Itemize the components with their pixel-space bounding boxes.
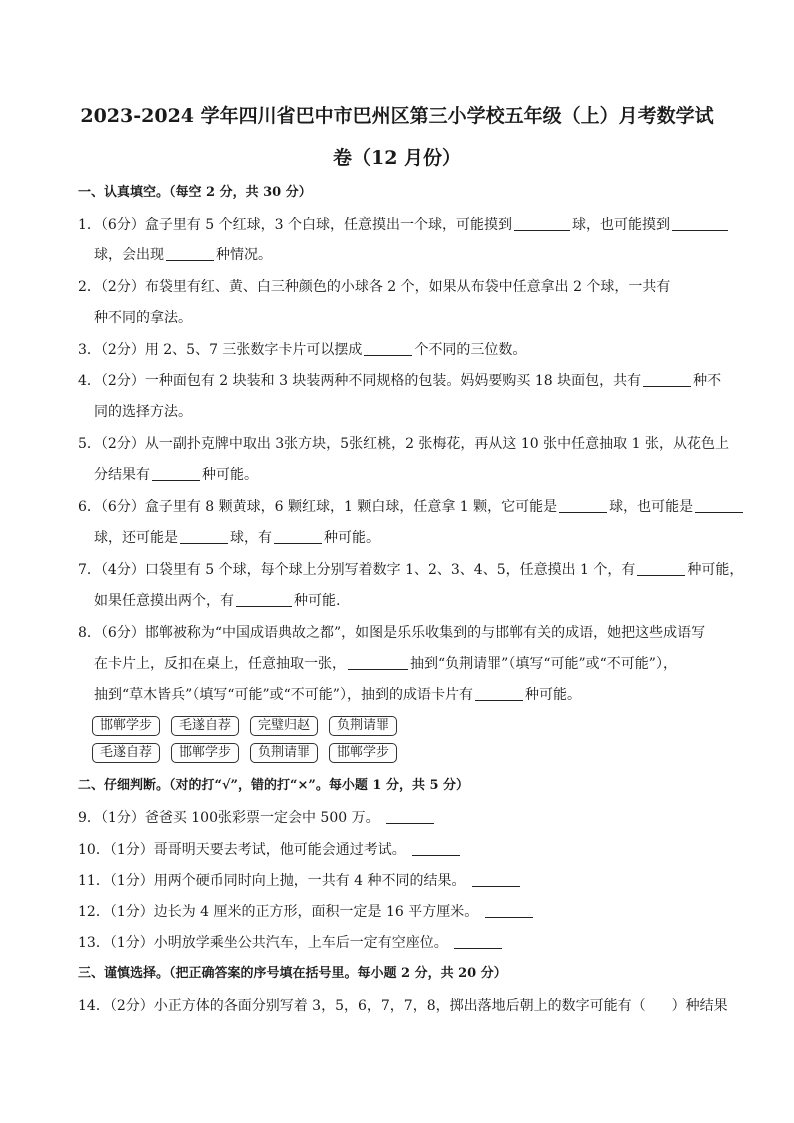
answer-blank[interactable] [643,372,691,387]
idiom-card: 完璧归赵 [250,716,318,736]
question-5-line2: 分结果有 种可能。 [94,467,258,483]
answer-blank[interactable] [364,341,412,356]
answer-blank[interactable] [386,809,434,824]
question-14: 14．（2分）小正方体的各面分别写着 3，5，6，7，7，8，掷出落地后朝上的数字可能有（ ）种结果 [78,998,728,1014]
question-7-line2: 如果任意摸出两个，有 种可能. [94,593,341,609]
question-6-line2: 球，还可能是 球，有 种可能。 [94,530,380,546]
exam-title-line1: 2023-2024 学年四川省巴中市巴州区第三小学校五年级（上）月考数学试 [80,105,714,127]
answer-blank[interactable] [637,561,685,576]
section1-heading: 一、认真填空。（每空 2 分，共 30 分） [78,185,312,200]
answer-blank[interactable] [672,216,728,231]
question-12: 12．（1分）边长为 4 厘米的正方形，面积一定是 16 平方厘米。 [78,902,535,922]
question-8-line2: 在卡片上，反扣在桌上，任意抽取一张， 抽到“负荆请罪”（填写“可能”或“不可能”）， [94,656,677,672]
question-11: 11．（1分）用两个硬币同时向上抛，一共有 4 种不同的结果。 [78,871,522,891]
idiom-card: 毛遂自荐 [171,716,239,736]
question-6-line1: 6．（6分）盒子里有 8 颗黄球，6 颗红球，1 颗白球，任意拿 1 颗，它可能是 球，也可能是 [78,497,745,517]
question-7-line1: 7．（4分）口袋里有 5 个球，每个球上分别写着数字 1、2、3、4、5，任意摸出 1 个，有 种可能， [78,562,744,578]
question-9: 9．（1分）爸爸买 100张彩票一定会中 500 万。 [78,808,436,828]
question-5-line1: 5．（2分）从一副扑克牌中取出 3张方块，5张红桃，2 张梅花，再从这 10 张中任意抽取 1 张，从花色上 [78,436,729,452]
question-4-line1: 4．（2分）一种面包有 2 块装和 3 块装两种不同规格的包装。妈妈要购买 18 块面包，共有 种不 [78,373,722,389]
question-8-line3: 抽到“草木皆兵”（填写“可能”或“不可能”），抽到的成语卡片有 种可能。 [94,687,581,703]
answer-blank[interactable] [166,246,214,261]
idiom-card: 邯郸学步 [92,716,160,736]
question-1-line2: 球，会出现 种情况。 [94,247,272,263]
answer-blank[interactable] [514,216,570,231]
answer-blank[interactable] [348,655,408,670]
answer-blank[interactable] [454,934,502,949]
answer-blank[interactable] [412,841,460,856]
section2-heading: 二、仔细判断。（对的打“√”，错的打“×”。每小题 1 分，共 5 分） [78,778,470,793]
section3-heading: 三、谨慎选择。（把正确答案的序号填在括号里。每小题 2 分，共 20 分） [78,966,507,981]
exam-title-line2: 卷（12 月份） [332,147,462,169]
answer-blank[interactable] [485,903,533,918]
answer-blank[interactable] [695,498,743,513]
idiom-card: 邯郸学步 [171,743,239,763]
question-10: 10．（1分）哥哥明天要去考试，他可能会通过考试。 [78,840,462,860]
answer-blank[interactable] [472,872,520,887]
answer-blank[interactable] [559,498,607,513]
question-8-line1: 8．（6分）邯郸被称为“中国成语典故之都”，如图是乐乐收集到的与邯郸有关的成语，她把这些成语写 [78,625,706,641]
answer-blank[interactable] [475,686,523,701]
idiom-card: 负荆请罪 [329,716,397,736]
question-13: 13．（1分）小明放学乘坐公共汽车，上车后一定有空座位。 [78,933,504,953]
question-3: 3．（2分）用 2、5、7 三张数字卡片可以摆成 个不同的三位数。 [78,342,527,358]
question-1-line1: 1．（6分）盒子里有 5 个红球，3 个白球，任意摸出一个球，可能摸到 球，也可能摸到 [78,215,730,235]
answer-blank[interactable] [274,529,322,544]
answer-blank[interactable] [180,529,228,544]
idiom-card: 邯郸学步 [329,743,397,763]
idiom-card: 毛遂自荐 [92,743,160,763]
question-2-line2: 种不同的拿法。 [94,310,192,326]
idiom-card: 负荆请罪 [250,743,318,763]
answer-blank[interactable] [236,592,292,607]
answer-blank[interactable] [152,466,200,481]
question-4-line2: 同的选择方法。 [94,404,192,420]
question-2-line1: 2．（2分）布袋里有红、黄、白三种颜色的小球各 2 个，如果从布袋中任意拿出 2 个球，一共有 [78,279,671,295]
